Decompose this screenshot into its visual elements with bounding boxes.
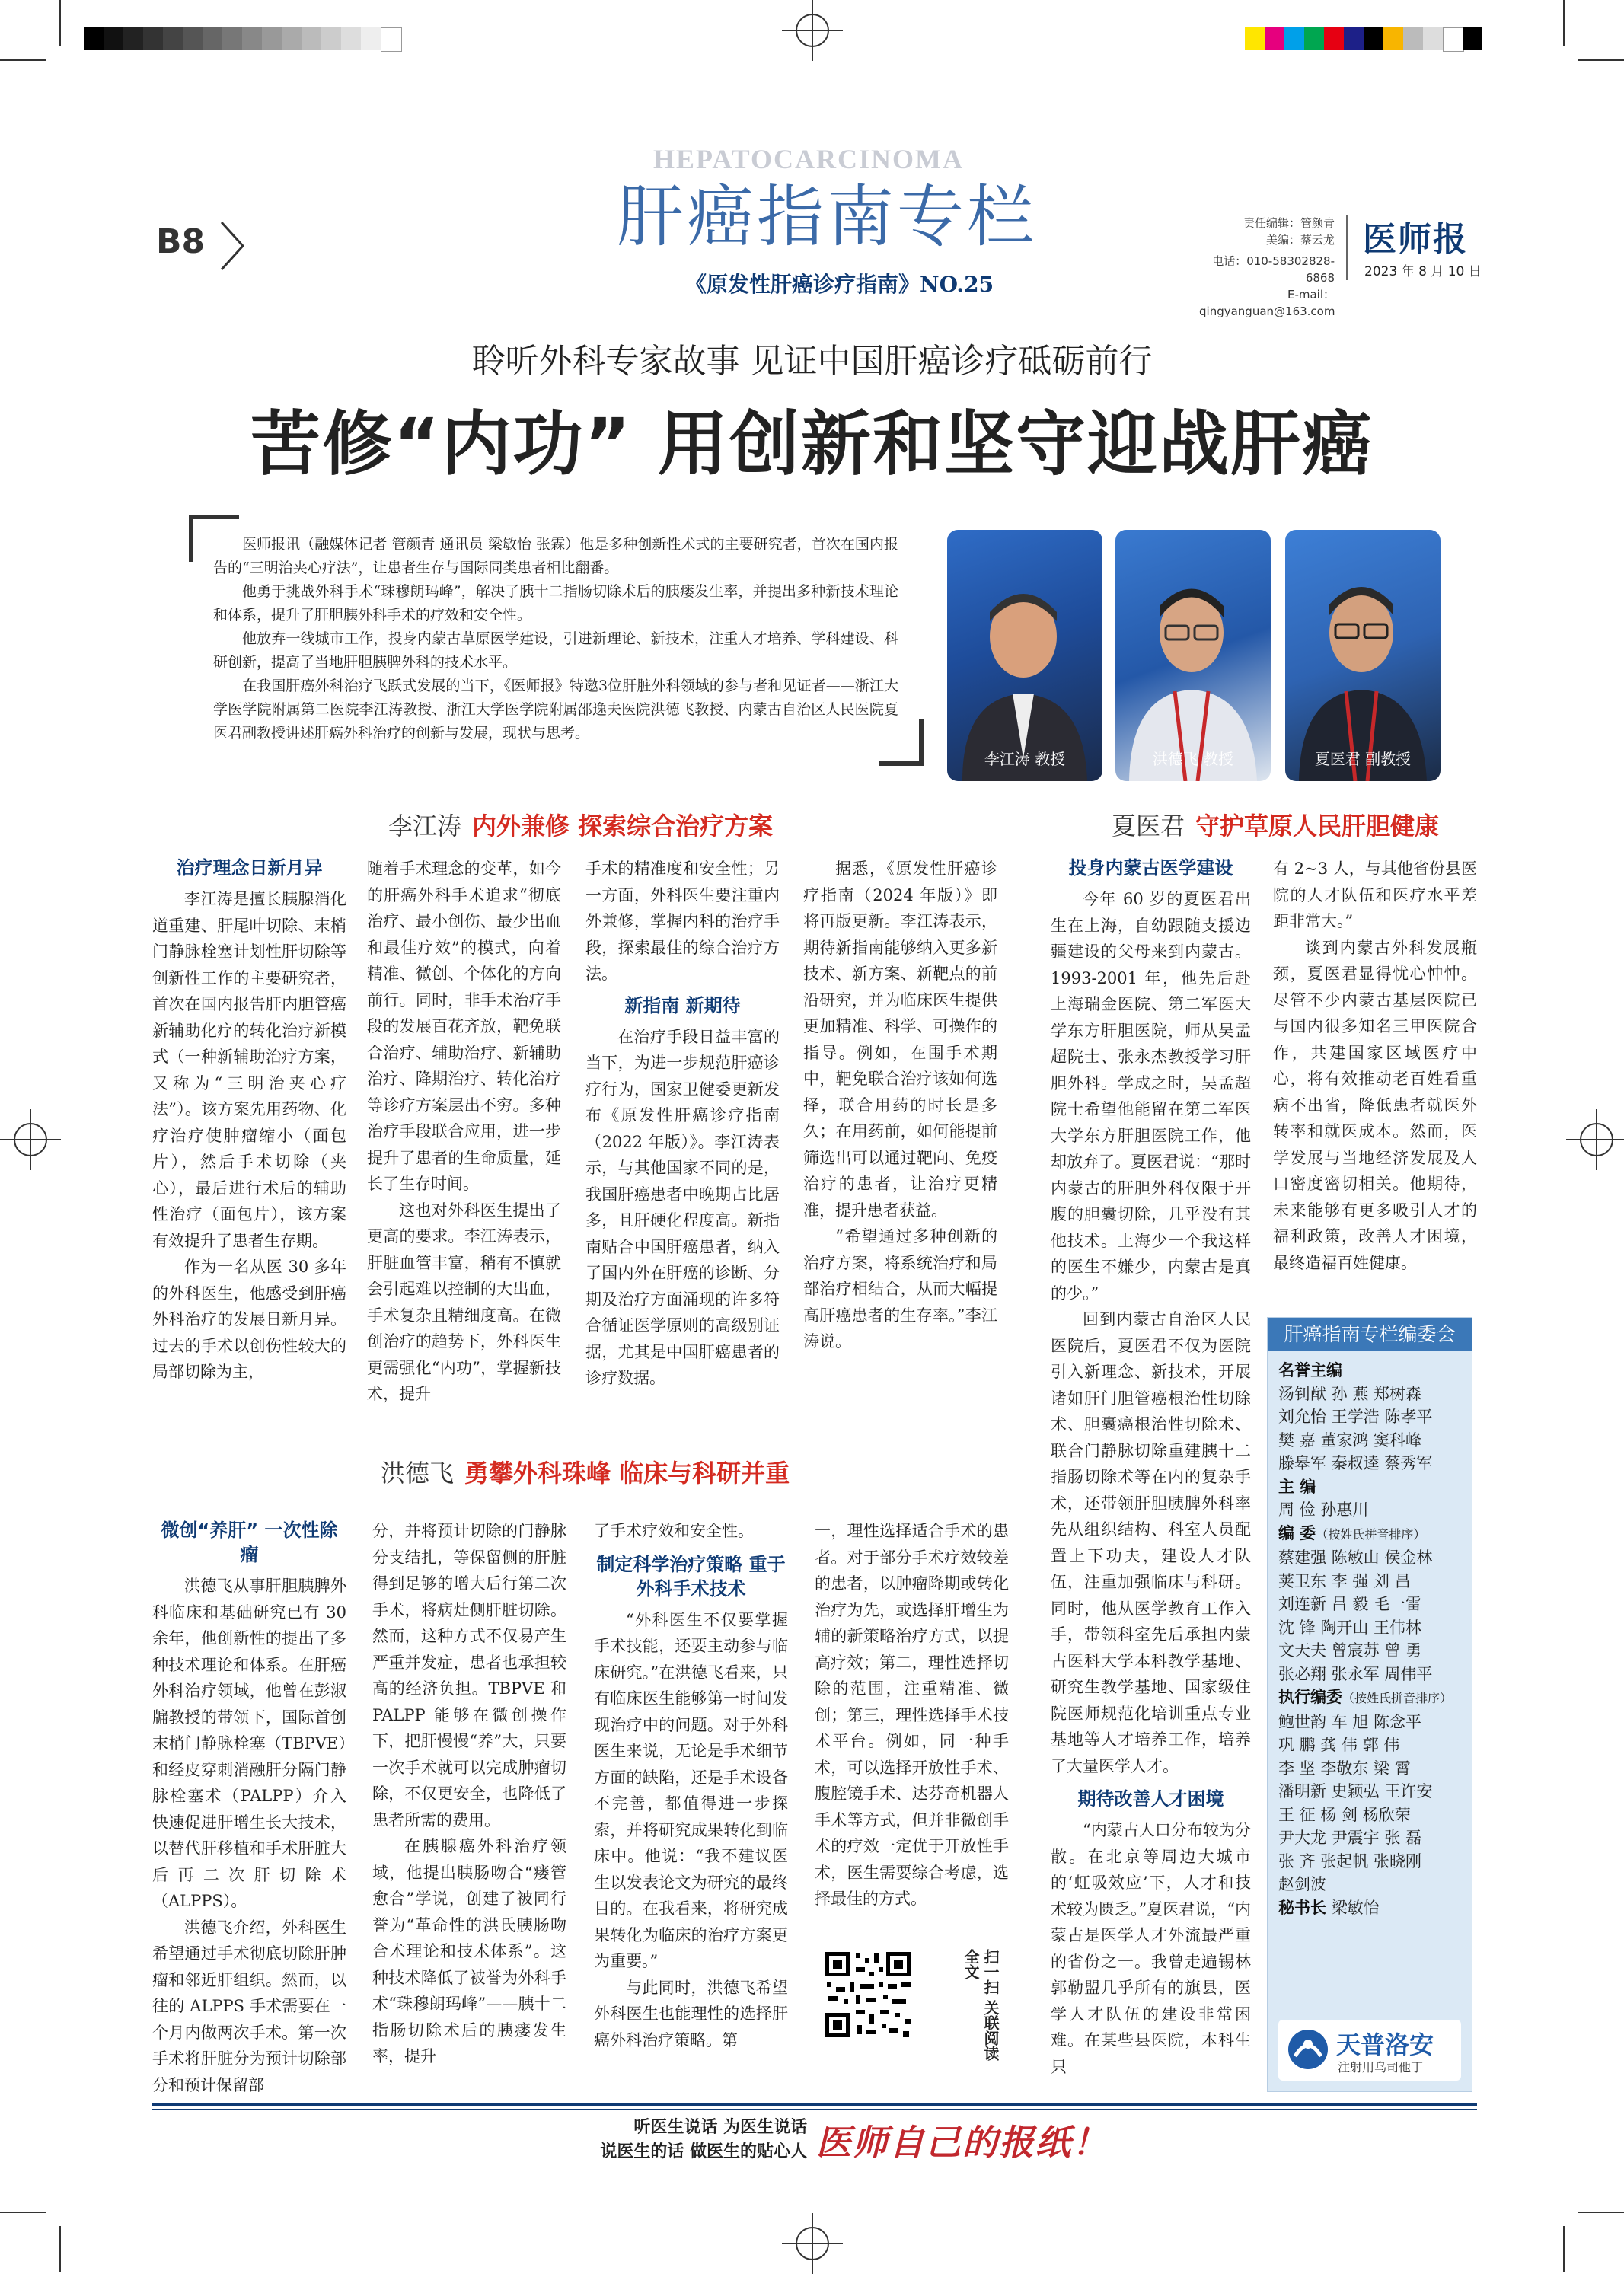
secretary-name: 梁敏怡 [1331, 1898, 1380, 1917]
members: 张必翔 张永军 周伟平 [1278, 1664, 1433, 1683]
crop-mark [1563, 0, 1565, 46]
paragraph: “内蒙古人口分布较为分散。在北京等周边大城市的‘虹吸效应’下，人才和技术较为匮乏。”夏医君说，“内蒙古是医学人才外流最严重的省份之一。我曾走遍锡林郭勒盟几乎所有的旗县，医学人才队伍的建设非常困难。在某些县医院，本科生只 [1051, 1821, 1251, 2076]
subheading: 制定科学治疗策略 重于外科手术技术 [596, 1553, 786, 1599]
honorary-editors: 汤钊猷 孙 燕 郑树森 [1278, 1384, 1422, 1403]
exec-editors: 鲍世韵 车 旭 陈念平 [1278, 1712, 1422, 1731]
subheading: 治疗理念日新月异 [176, 857, 323, 879]
members: 沈 锋 陶开山 王伟林 [1278, 1618, 1422, 1637]
header-divider [1346, 215, 1348, 280]
paragraph: “外科医生不仅要掌握手术技能，还要主动参与临床研究。”在洪德飞看来，只有临床医生能够第一时间发现治疗中的问题。对于外科医生来说，无论是手术细节方面的缺陷，还是手术设备不完善，都值得进一步探索，并将研究成果转化到临床中。他说：“我不建议医生以发表论文为研究的最终目的。在我看来，将研究成果转化为临床的治疗方案更为重要。” [594, 1610, 788, 1970]
article-column [815, 1518, 1009, 1912]
honorary-editors: 刘允怡 王学浩 陈孝平 [1278, 1408, 1433, 1426]
paragraph: 有 2~3 人，与其他省份县医院的人才队伍和医疗水平差距非常大。” [1273, 860, 1477, 930]
headline-kicker: 聆听外科专家故事 见证中国肝癌诊疗砥砺前行 [471, 342, 1153, 381]
person-portrait-icon [947, 530, 1102, 781]
paragraph: 一，理性选择适合手术的患者。对于部分手术疗效较差的患者，以肿瘤降期或转化治疗为先，或选择肝增生为辅的新策略治疗方式，以提高疗效；第二，理性选择切除的范围，注重精准、微创；第三，理性选择手术技术平台。例如，同一种手术，可以选择开放性手术、腹腔镜手术、达芬奇机器人手术等方式，但并非微创手术的疗效一定优于开放性手术，医生需要综合考虑，选择最佳的方式。 [815, 1522, 1009, 1908]
section-title: 内外兼修 探索综合治疗方案 [472, 812, 774, 840]
paragraph: 在治疗手段日益丰富的当下，为进一步规范肝癌诊疗行为，国家卫健委更新发布《原发性肝癌诊疗指南（2022 年版）》。李江涛表示，与其他国家不同的是，我国肝癌患者中晚期占比居多，且肝硬化程度高。新指南贴合中国肝癌患者，纳入了国内外在肝癌的诊断、分期及治疗方面涌现的许多符合循证医学原则的高级别证据，尤其是中国肝癌患者的诊疗数据。 [585, 1027, 780, 1387]
registration-mark-left [14, 1123, 47, 1156]
subheading: 新指南 新期待 [624, 994, 741, 1016]
english-title: HEPATOCARCINOMA [653, 144, 964, 174]
chevron-right-icon [217, 219, 247, 273]
exec-editors: 赵剑波 [1278, 1875, 1326, 1893]
honorary-editors-label: 名誉主编 [1278, 1361, 1342, 1379]
paragraph: 谈到内蒙古外科发展瓶颈，夏医君显得忧心忡忡。尽管不少内蒙古基层医院已与国内很多知名三甲医院合作，共建国家区域医疗中心，将有效推动老百姓看重病不出省，降低患者就医外转率和就医成本。然而，医学发展与当地经济发展及人口密度密切相关。他期待，未来能够有更多吸引人才的福利政策，改善人才困境，最终造福百姓健康。 [1273, 938, 1477, 1272]
section-heading-hong [381, 1454, 790, 1489]
crop-mark [0, 2212, 46, 2213]
section-heading-li [388, 807, 773, 842]
portrait-photo-li [947, 530, 1102, 781]
qr-code-icon [822, 1949, 914, 2040]
designer-name: 美编：蔡云龙 [1265, 233, 1335, 247]
registration-mark-top [796, 14, 829, 47]
crop-mark [59, 0, 61, 46]
lead-paragraph: 医师报讯（融媒体记者 管颜青 通讯员 梁敏怡 张霖）他是多种创新性术式的主要研究者，首次在国内报告的“三明治夹心疗法”，让患者生存与国际同类患者相比翻番。 [213, 536, 898, 576]
paragraph: “希望通过多种创新的治疗方案，将系统治疗和局部治疗相结合，从而大幅提高肝癌患者的生存率。”李江涛说。 [803, 1227, 997, 1351]
sponsor-product: 注射用乌司他丁 [1338, 2060, 1424, 2075]
article-column [594, 1518, 788, 2053]
article-column [1273, 856, 1477, 1276]
footer-taglines [487, 2115, 807, 2164]
exec-editors: 巩 鹏 龚 伟 郭 伟 [1278, 1736, 1400, 1754]
paragraph: 洪德飞介绍，外科医生希望通过手术彻底切除肝肿瘤和邻近肝组织。然而，以往的 ALPPS 手术需要在一个月内做两次手术。第一次手术将肝脏分为预计切除部分和预计保留部 [152, 1918, 346, 2094]
editor-name: 责任编辑：管颜青 [1243, 216, 1335, 230]
secretary-label: 秘书长 [1278, 1898, 1326, 1917]
chief-editors: 周 俭 孙惠川 [1278, 1501, 1369, 1519]
sponsor-name: 天普洛安 [1336, 2030, 1434, 2059]
paper-logo: 医师报 [1363, 220, 1468, 259]
exec-editors-label: 执行编委 [1278, 1688, 1342, 1706]
phone: 电话：010-58302828-6868 [1212, 254, 1335, 285]
paragraph: 这也对外科医生提出了更高的要求。李江涛表示，肝脏血管丰富，稍有不慎就会引起难以控制的大出血，手术复杂且精细度高。在微创治疗的趋势下，外科医生更需强化“内功”，掌握新技术，提升 [367, 1201, 561, 1403]
paragraph: 分，并将预计切除的门静脉分支结扎，等保留侧的肝脏得到足够的增大后行第二次手术，将病灶侧肝脏切除。然而，这种方式不仅易产生严重并发症，患者也承担较高的经济负担。TBPVE 和 PALPP 能够在微创操作下，把肝慢慢“养”大，只要一次手术就可以完成肿瘤切除，不仅更安全，也降低了患者所需的费用。 [372, 1522, 566, 1829]
section-code: B8 [156, 222, 206, 261]
crop-mark [59, 2226, 61, 2272]
exec-note: （按姓氏拼音排序） [1342, 1691, 1453, 1705]
article-column [372, 1518, 566, 2070]
paragraph: 洪德飞从事肝胆胰脾外科临床和基础研究已有 30 余年，他创新性的提出了多种技术理论和体系。在肝癌外科治疗领域，他曾在彭淑牖教授的带领下，国际首创末梢门静脉栓塞（TBPVE）和经皮穿刺消融肝分隔门静脉栓塞术（PALPP）介入快速促进肝增生长大技术，以替代肝移植和手术肝脏大后再二次肝切除术（ALPPS）。 [152, 1577, 346, 1910]
person-portrait-icon [1115, 530, 1271, 781]
paragraph: 了手术疗效和安全性。 [594, 1522, 754, 1540]
section-title: 守护草原人民肝胆健康 [1195, 812, 1440, 840]
article-column [367, 856, 561, 1408]
portrait-photo-xia [1285, 530, 1441, 781]
photo-caption: 夏医君 副教授 [1314, 750, 1412, 768]
lead-paragraph: 他放弃一线城市工作，投身内蒙古草原医学建设，引进新理论、新技术，注重人才培养、学科建设、科研创新，提高了当地肝胆胰脾外科的技术水平。 [213, 630, 898, 671]
article-column [1051, 853, 1251, 2080]
members-note: （按姓氏拼音排序） [1316, 1526, 1426, 1542]
footer-tagline: 说医生的话 做医生的贴心人 [600, 2142, 807, 2161]
qr-label: 扫一扫 关联阅读全文 [962, 1949, 1000, 2061]
exec-editors: 王 征 杨 剑 杨欣荣 [1278, 1805, 1411, 1824]
registration-mark-bottom [796, 2227, 829, 2260]
paragraph: 今年 60 岁的夏医君出生在上海，自幼跟随支援边疆建设的父母来到内蒙古。1993-2001 年，他先后赴上海瑞金医院、第二军医大学东方肝胆医院，师从吴孟超院士、张永杰教授学习肝胆外科。学成之时，吴孟超院士希望他能留在第二军医大学东方肝胆医院工作，他却放弃了。夏医君说：“那时内蒙古的肝胆外科仅限于开腹的胆囊切除，几乎没有其他技术。上海少一个我这样的医生不嫌少，内蒙古是真的少。” [1051, 890, 1251, 1303]
subheading: 投身内蒙古医学建设 [1068, 857, 1233, 879]
crop-mark [1578, 59, 1624, 61]
paragraph: 李江涛是擅长胰腺消化道重建、肝尾叶切除、末梢门静脉栓塞计划性肝切除等创新性工作的主要研究者，首次在国内报告肝内胆管癌新辅助化疗的转化治疗新模式（一种新辅助治疗方案，又称为“三明治夹心疗法”）。该方案先用药物、化疗治疗使肿瘤缩小（面包片），然后手术切除（夹心），最后进行术后的辅助性治疗（面包片），该方案有效提升了患者生存期。 [152, 890, 346, 1250]
lead-bracket-bottom [879, 761, 924, 766]
lead-bracket-right [919, 719, 924, 766]
paragraph: 与此同时，洪德飞希望外科医生也能理性的选择肝癌外科治疗策略。第 [594, 1978, 788, 2049]
lead-bracket-top [189, 515, 239, 519]
portrait-photo-hong [1115, 530, 1271, 781]
paragraph: 回到内蒙古自治区人民医院后，夏医君不仅为医院引入新理念、新技术，开展诸如肝门胆管癌根治性切除术、胆囊癌根治性切除术、联合门静脉切除重建胰十二指肠切除术等在内的复杂手术，还带领肝胆胰脾外科率先从组织结构、科室人员配置上下功夫，建设人才队伍，注重加强临床与科研。同时，他从医学教育工作入手，带领科室先后承担内蒙古医科大学本科教学基地、研究生教学基地、国家级住院医师规范化培训重点专业基地等人才培养工作，培养了大量医学人才。 [1051, 1310, 1251, 1775]
column-title: 肝癌指南专栏 [617, 177, 1038, 256]
article-column [803, 856, 997, 1355]
members: 荚卫东 李 强 刘 昌 [1278, 1571, 1411, 1590]
crop-mark [0, 59, 46, 61]
crop-mark [1578, 2212, 1624, 2213]
lead-paragraph: 他勇于挑战外科手术“珠穆朗玛峰”，解决了胰十二指肠切除术后的胰瘘发生率，并提出多种新技术理论和体系，提升了肝胆胰外科手术的疗效和安全性。 [213, 583, 898, 624]
lead-bracket-left [189, 515, 193, 562]
footer-slogan: 医师自己的报纸！ [816, 2122, 1109, 2163]
expert-name: 李江涛 [388, 812, 462, 840]
members: 文天夫 曾宸苏 曾 勇 [1278, 1641, 1422, 1660]
editorial-board [1267, 1317, 1472, 2092]
members: 蔡建强 陈敏山 侯金林 [1278, 1548, 1433, 1567]
crop-mark [1563, 2226, 1565, 2272]
sponsor-logo [1278, 2020, 1461, 2081]
members: 刘连新 吕 毅 毛一雷 [1278, 1595, 1422, 1613]
footer-tagline: 听医生说话 为医生说话 [633, 2117, 807, 2137]
honorary-editors: 滕皋军 秦叔逵 蔡秀军 [1278, 1454, 1433, 1472]
paragraph: 在胰腺癌外科治疗领域，他提出胰肠吻合“瘘管愈合”学说，创建了被同行誉为“革命性的洪氏胰肠吻合术理论和技术体系”。这种技术降低了被誉为外科手术“珠穆朗玛峰”——胰十二指肠切除术后的胰瘘发生率，提升 [372, 1837, 566, 2065]
exec-editors: 尹大龙 尹震宇 张 磊 [1278, 1829, 1422, 1847]
section-heading-xia [1112, 807, 1439, 842]
expert-name: 夏医君 [1112, 812, 1185, 840]
sponsor-emblem-icon [1286, 2027, 1330, 2071]
headline-main: 苦修“内功” 用创新和坚守迎战肝癌 [250, 403, 1374, 485]
editorial-board-title: 肝癌指南专栏编委会 [1268, 1318, 1472, 1351]
qr-code[interactable] [822, 1949, 914, 2040]
article-column [152, 853, 346, 1386]
article-column [585, 856, 780, 1392]
paragraph: 手术的精准度和安全性；另一方面，外科医生要注重内外兼修，掌握内科的治疗手段，探索最佳的综合治疗方法。 [585, 860, 780, 983]
subheading: 微创“养肝” 一次性除瘤 [161, 1520, 338, 1565]
photo-caption: 洪德飞 教授 [1152, 750, 1234, 768]
exec-editors: 潘明新 史颖弘 王许安 [1278, 1782, 1433, 1800]
chief-editor-label: 主 编 [1278, 1477, 1316, 1496]
section-title: 勇攀外科珠峰 临床与科研并重 [464, 1459, 790, 1488]
issue-date: 2023 年 8 月 10 日 [1364, 264, 1482, 279]
registration-mark-right [1580, 1123, 1613, 1156]
members-label: 编 委 [1278, 1523, 1316, 1542]
footer-rule [152, 2103, 1477, 2106]
lead-paragraphs [213, 533, 898, 745]
subheading: 期待改善人才困境 [1077, 1788, 1224, 1810]
paragraph: 据悉，《原发性肝癌诊疗指南（2024 年版）》即将再版更新。李江涛表示，期待新指南能够纳入更多新技术、新方案、新靶点的前沿研究，并为临床医生提供更加精准、科学、可操作的指导。例如，在围手术期中，靶免联合治疗该如何选择，联合用药的时长是多久；在用药前，如何能提前筛选出可以通过靶向、免疫治疗的患者，让治疗更精准，提升患者获益。 [803, 860, 997, 1220]
paragraph: 随着手术理念的变革，如今的肝癌外科手术追求“彻底治疗、最小创伤、最少出血和最佳疗效”的模式，向着精准、微创、个体化的方向前行。同时，非手术治疗手段的发展百花齐放，靶免联合治疗、辅助治疗、新辅助治疗、降期治疗、转化治疗等诊疗方案层出不穷。多种治疗手段联合应用，进一步提升了患者的生命质量，延长了生存时间。 [367, 860, 561, 1193]
person-portrait-icon [1285, 530, 1441, 781]
exec-editors: 张 齐 张起帆 张晓刚 [1278, 1851, 1422, 1871]
lead-paragraph: 在我国肝癌外科治疗飞跃式发展的当下，《医师报》特邀3位肝脏外科领域的参与者和见证者——浙江大学医学院附属第二医院李江涛教授、浙江大学医学院附属邵逸夫医院洪德飞教授、内蒙古自治区人民医院夏医君副教授讲述肝癌外科治疗的创新与发展，现状与思考。 [213, 678, 898, 742]
exec-editors: 李 坚 李敬东 梁 霄 [1278, 1759, 1411, 1778]
paragraph: 作为一名从医 30 多年的外科医生，他感受到肝癌外科治疗的发展日新月异。过去的手术以创伤性较大的局部切除为主， [152, 1258, 346, 1381]
column-subtitle: 《原发性肝癌诊疗指南》NO.25 [685, 272, 994, 297]
photo-caption: 李江涛 教授 [984, 750, 1066, 768]
article-column [152, 1515, 346, 2098]
editor-credit [1199, 215, 1335, 320]
email: E-mail：qingyanguan@163.com [1199, 288, 1335, 318]
honorary-editors: 樊 嘉 董家鸿 窦科峰 [1278, 1430, 1422, 1450]
expert-name: 洪德飞 [381, 1459, 455, 1488]
footer-rule-thin [152, 2109, 1477, 2110]
